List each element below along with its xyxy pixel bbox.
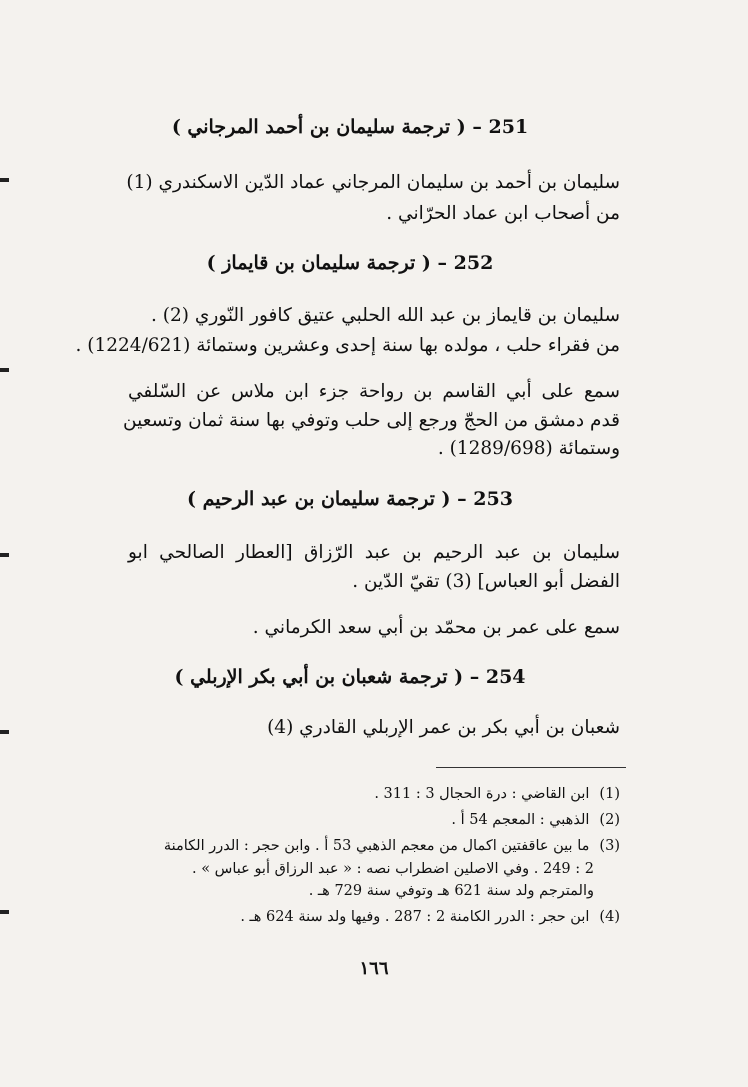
margin-mark [0,178,9,182]
footnote-4 [120,909,620,925]
footnote-number: (4) [599,909,620,925]
entry-line: شعبان بن أبي بكر بن عمر الإربلي القادري (4) [267,717,620,738]
entry-line: الفضل أبو العباس] (3) تقيّ الدّين . [352,571,620,592]
margin-mark [0,730,9,734]
margin-mark [0,553,9,557]
entry-line: وستمائة (1289/698) . [437,438,620,459]
entry-line: من أصحاب ابن عماد الحرّاني . [386,203,620,224]
entry-line: سليمان بن أحمد بن سليمان المرجاني عماد الدّين الاسكندري (1) [126,172,620,193]
footnote-2 [120,812,620,828]
footnote-number: (2) [599,812,620,828]
entry-heading-254: 254 – ( ترجمة شعبان بن أبي بكر الإربلي ) [174,666,526,688]
entry-heading-252: 252 – ( ترجمة سليمان بن قايماز ) [206,252,494,274]
footnote-text: ابن القاضي : درة الحجال 3 : 311 . [374,786,590,802]
entry-line: من فقراء حلب ، مولده بها سنة إحدى وعشرين وستمائة (1224/621) . [75,335,620,356]
footnote-1 [120,786,620,802]
footnote-number: (3) [599,838,620,854]
margin-mark [0,368,9,372]
page-number: ١٦٦ [359,958,389,979]
entry-line: سليمان بن قايماز بن عبد الله الحلبي عتيق كافور النّوري (2) . [150,305,620,326]
footnote-3-continued: والمترجم ولد سنة 621 هـ وتوفي سنة 729 هـ . [308,883,594,899]
footnote-3 [120,838,620,854]
entry-line: سمع على أبي القاسم بن رواحة جزء ابن ملاس عن السّلفي [128,381,620,402]
margin-mark [0,910,9,914]
footnote-text: الذهبي : المعجم 54 أ . [451,812,590,828]
entry-line: سمع على عمر بن محمّد بن أبي سعد الكرماني . [252,617,620,638]
footnote-divider [436,767,626,768]
entry-line: سليمان بن عبد الرحيم بن عبد الرّزاق [العطار الصالحي ابو [128,542,620,563]
entry-line: قدم دمشق من الحجّ ورجع إلى حلب وتوفي بها سنة ثمان وتسعين [123,410,620,431]
footnote-3-continued: 2 : 249 . وفي الاصلين اضطراب نصه : « عبد الرزاق أبو عباس » . [191,861,594,877]
footnote-number: (1) [599,786,620,802]
entry-heading-251: 251 – ( ترجمة سليمان بن أحمد المرجاني ) [171,116,529,138]
footnote-text: ما بين عاقفتين اكمال من معجم الذهبي 53 أ . وابن حجر : الدرر الكامنة [163,838,590,854]
footnote-text: ابن حجر : الدرر الكامنة 2 : 287 . وفيها ولد سنة 624 هـ . [240,909,590,925]
entry-heading-253: 253 – ( ترجمة سليمان بن عبد الرحيم ) [187,488,513,510]
